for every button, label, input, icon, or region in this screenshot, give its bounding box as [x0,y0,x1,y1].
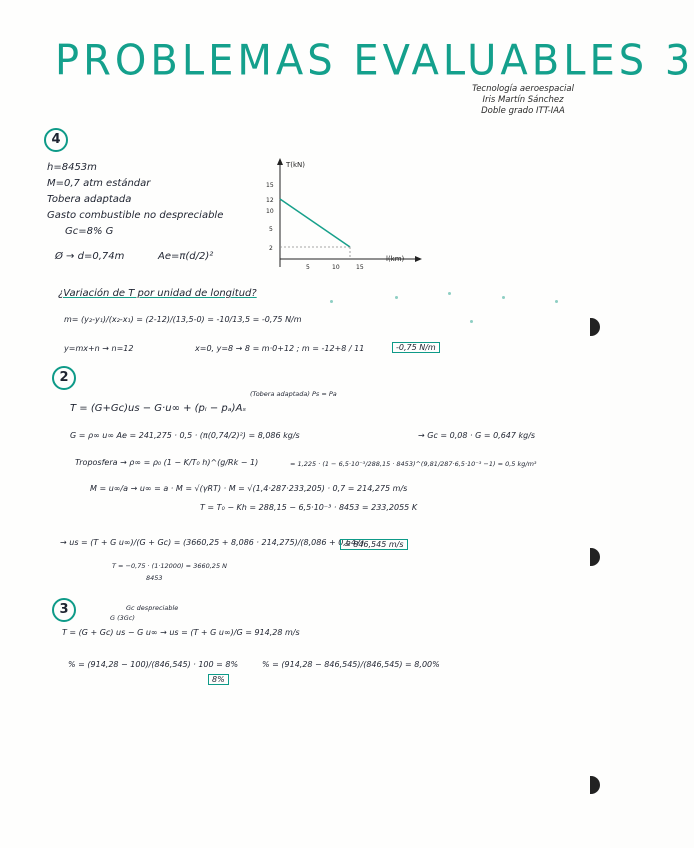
mass-flow-eq: G = ρ∞ u∞ Ae = 241,275 · 0,5 · (π(0,74/2)²) = 8,086 kg/s [70,431,300,440]
thrust-value-eq: T = −0,75 · (1·12000) = 3660,25 N [112,562,228,570]
author-block [438,84,608,117]
thrust-note: 8453 [146,574,163,582]
given-mach: M=0,7 atm estándar [47,178,151,189]
question-1: ¿Variación de T por unidad de longitud? [58,288,257,299]
slope-equation: m= (y₂-y₁)/(x₂-x₁) = (2-12)/(13,5-0) = -10/13,5 = -0,75 N/m [64,315,302,324]
negligible-note: Gc despreciable [126,604,179,612]
thrust-equation: T = (G+Gc)us − G·u∞ + (pᵢ − pₐ)Aₛ [70,403,247,414]
temperature-eq: T = T₀ − Kh = 288,15 − 6,5·10⁻³ · 8453 = 233,2055 K [200,503,418,512]
graph-y-label: T(kN) [286,161,306,169]
given-fuel: Gasto combustible no despreciable [47,210,224,221]
x-tick: 5 [306,264,310,271]
ink-dot [555,300,558,303]
x-tick: 10 [332,264,340,271]
exit-velocity-eq: → us = (T + G u∞)/(G + Gc) = (3660,25 + 8,086 · 214,275)/(8,086 + 0,647) [60,538,365,547]
y-tick: 12 [266,197,274,204]
density-result: = 1,225 · (1 − 6,5·10⁻³/288,15 · 8453)^(9,81/287·6,5·10⁻³ −1) = 0,5 kg/m³ [290,460,537,468]
problem-number-1: 4 [44,128,68,152]
graph-x-label: l(km) [386,255,405,263]
author-line-course: Tecnología aeroespacial [472,84,574,94]
thrust-line [280,199,350,247]
page-title: PROBLEMAS EVALUABLES 3 [55,36,694,86]
y-tick: 10 [266,208,274,215]
x-tick: 15 [356,264,364,271]
area-eq: Ae=π(d/2)² [158,251,214,262]
mach-eq: M = u∞/a → u∞ = a · M = √(γRT) · M = √(1,4·287·233,205) · 0,7 = 214,275 m/s [90,484,408,493]
ink-dot [502,296,505,299]
gc-label: G (3Gc) [110,614,135,622]
author-line-degree: Doble grado ITT-IAA [481,106,565,116]
percent-result-1: 8% [208,675,229,684]
y-tick: 5 [269,226,273,233]
punch-hole [590,776,600,794]
diameter-eq: Ø → d=0,74m [55,251,125,262]
thrust-graph [258,155,428,275]
exit-velocity-result: = 846,545 m/s [340,540,408,549]
ink-dot [330,300,333,303]
ink-dot [470,320,473,323]
adapted-note: (Tobera adaptada) Ps = Pa [250,390,337,398]
slope-result: -0,75 N/m [392,343,440,352]
problem-number-2: 2 [52,366,76,390]
percent-eq-2: % = (914,28 − 846,545)/(846,545) = 8,00% [262,660,440,669]
punch-hole [590,318,600,336]
ink-dot [448,292,451,295]
density-label: Troposfera → ρ∞ = ρ₀ (1 − K/T₀ h)^(g/Rk − 1) [75,458,259,467]
fuel-flow-eq: → Gc = 0,08 · G = 0,647 kg/s [418,431,536,440]
intercept-eq: y=mx+n → n=12 [64,344,134,353]
y-tick: 15 [266,182,274,189]
author-line-name: Iris Martín Sánchez [482,95,564,105]
percent-eq-1: % = (914,28 − 100)/(846,545) · 100 = 8% [68,660,239,669]
given-nozzle: Tobera adaptada [47,194,132,205]
ink-dot [395,296,398,299]
punch-hole [590,548,600,566]
section3-thrust-eq: T = (G + Gc) us − G u∞ → us = (T + G u∞)/G = 914,28 m/s [62,628,300,637]
given-gc: Gc=8% G [65,226,114,237]
y-tick: 2 [269,245,273,252]
point-eq: x=0, y=8 → 8 = m·0+12 ; m = -12+8 / 11 [195,344,365,353]
given-altitude: h=8453m [47,162,97,173]
problem-number-3: 3 [52,598,76,622]
